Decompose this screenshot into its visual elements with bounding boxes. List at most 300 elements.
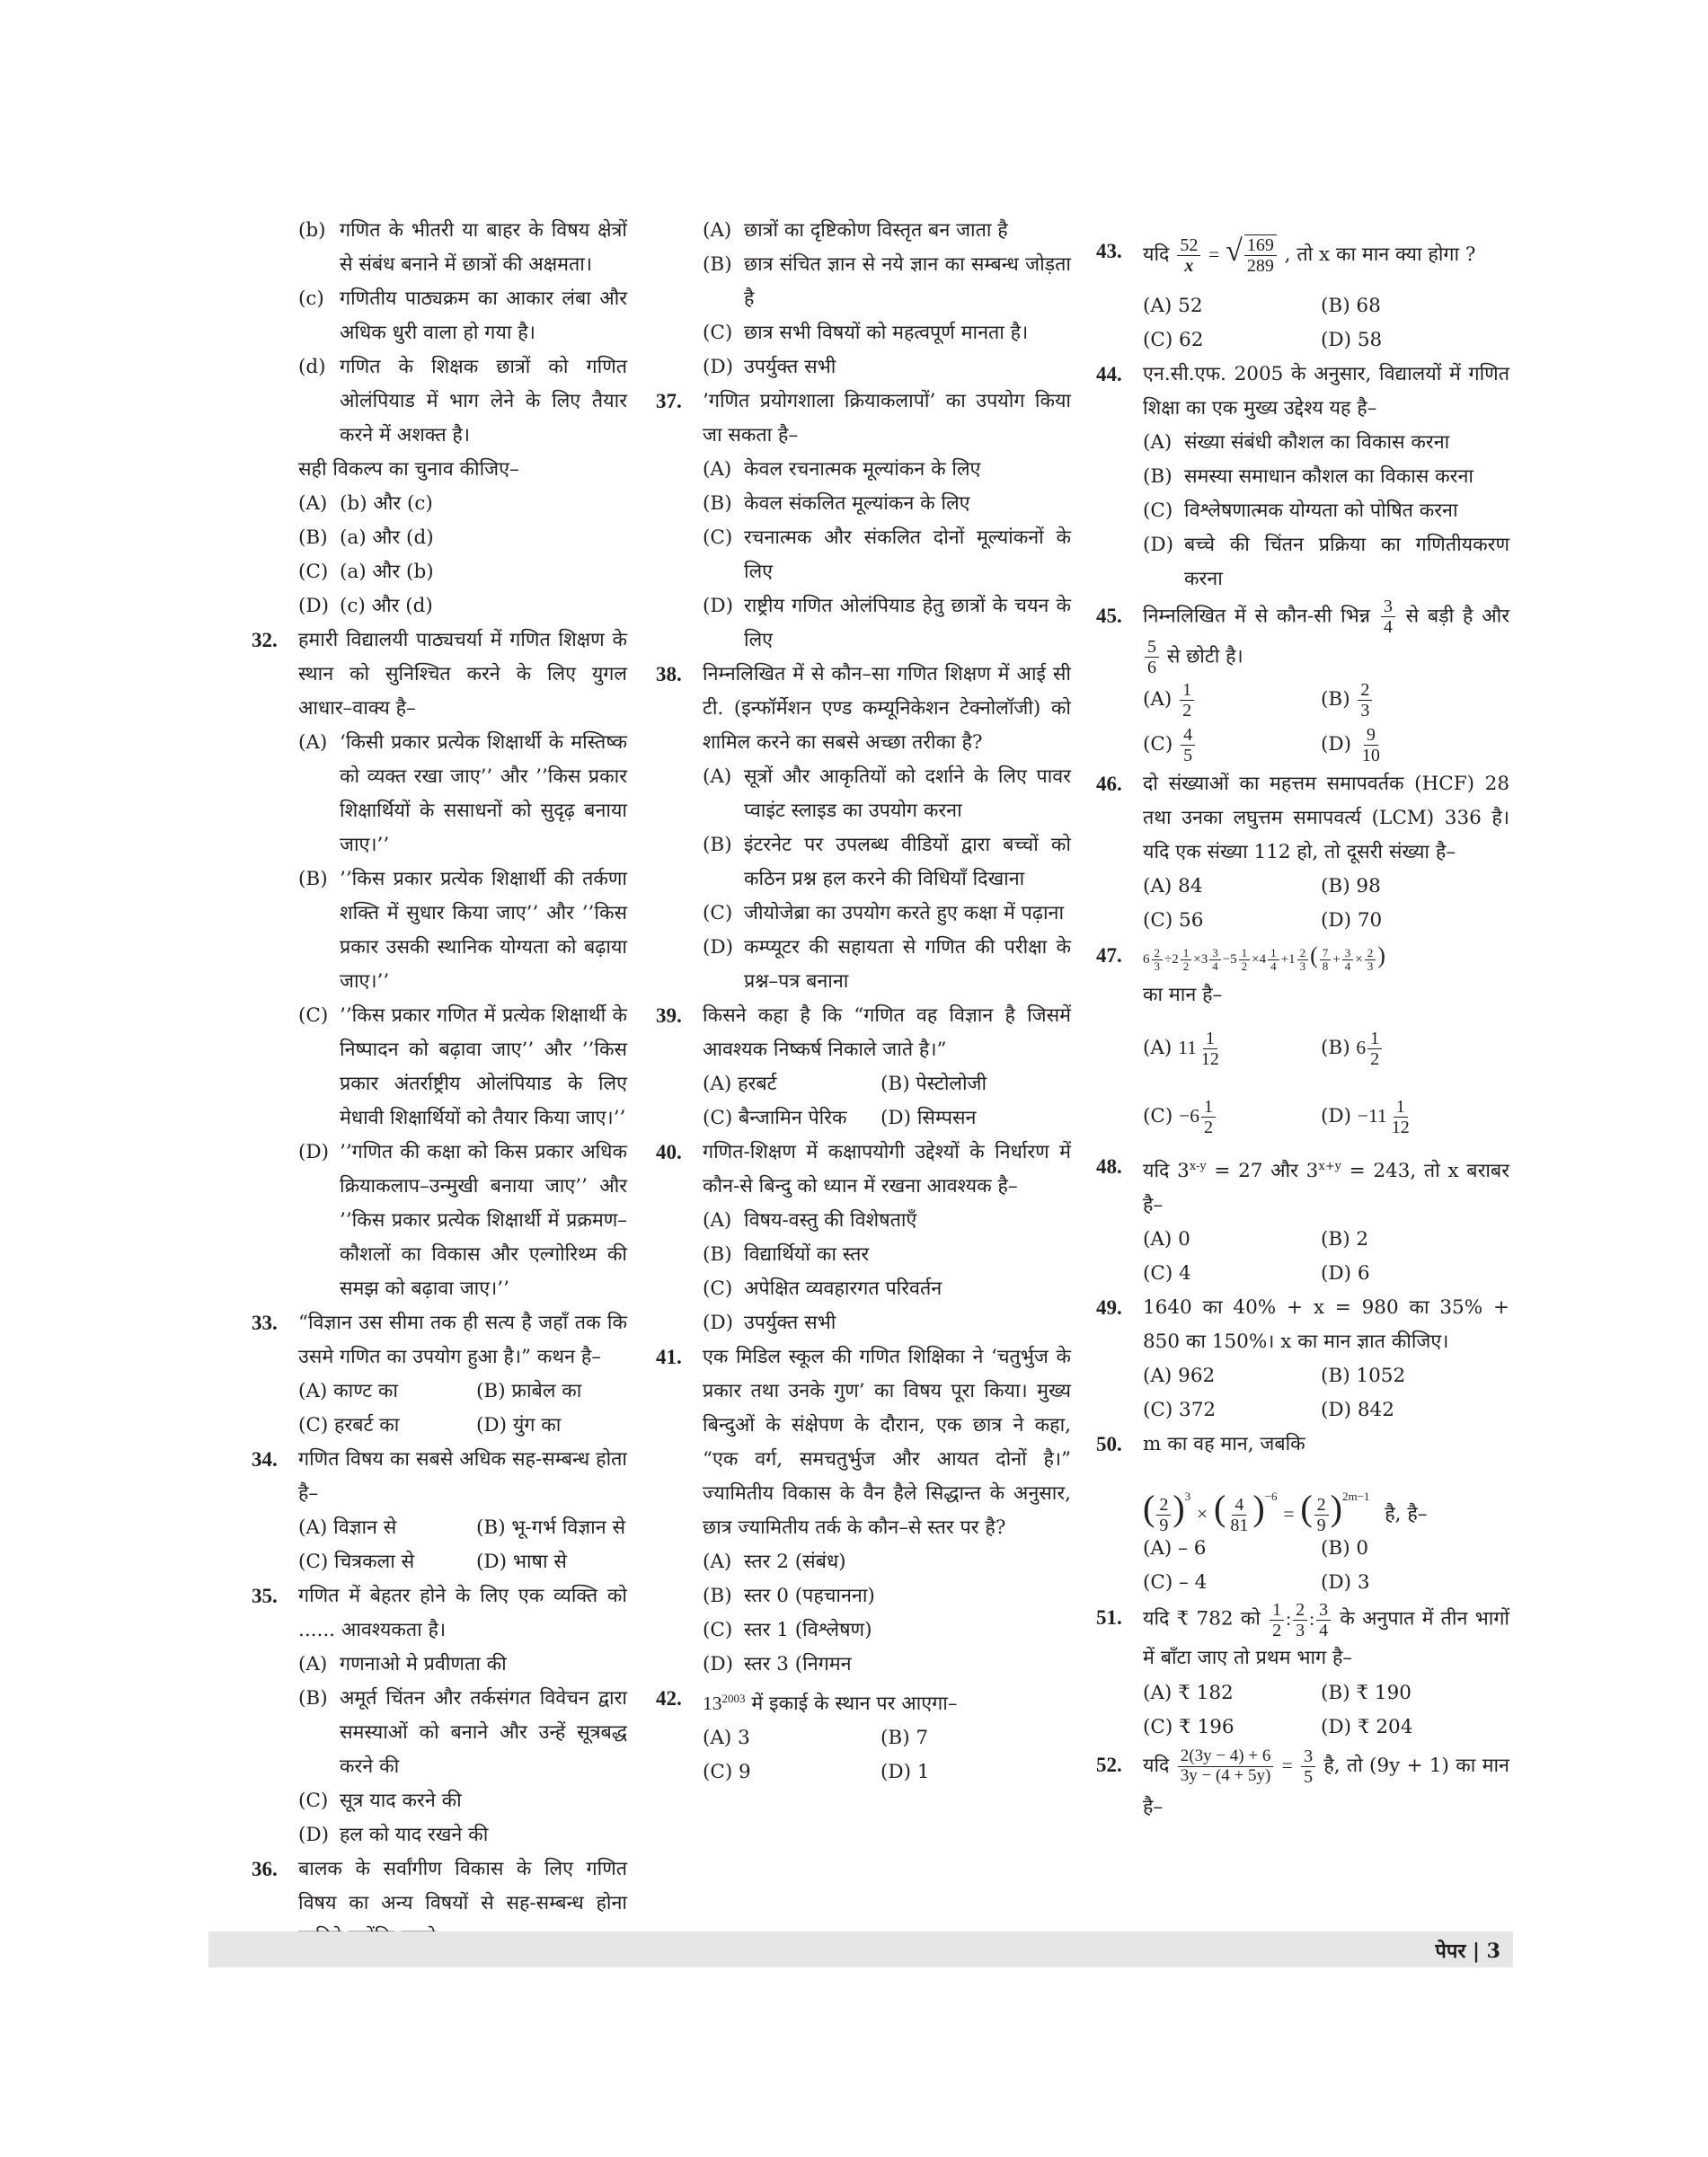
option-item — [252, 1784, 627, 1818]
option-cell: (A) विज्ञान से — [298, 1516, 397, 1539]
option-cell: (C) चित्रकला से — [298, 1551, 415, 1573]
option-item — [656, 350, 1071, 385]
option-cell — [1143, 1013, 1224, 1083]
option-text: स्तर 3 (निगमन — [744, 1653, 852, 1675]
option-cell: (C) – 4 — [1143, 1571, 1208, 1595]
option-item — [252, 589, 627, 623]
operator: + — [1332, 952, 1341, 967]
option-label: (B) — [703, 253, 732, 276]
option-item — [252, 521, 627, 555]
option-text: अमूर्त चिंतन और तर्कसंगत विवेचन द्वारा समस्याओं को बनाने और उन्हें सूत्रबद्ध करने की — [340, 1687, 627, 1778]
numerator: 1 — [1201, 1097, 1216, 1118]
option-label: (D) — [703, 936, 734, 959]
option-text: इंटरनेट पर उपलब्ध वीडियों द्वारा बच्चों को कठिन प्रश्न हल करने की विधियाँ दिखाना — [744, 834, 1071, 890]
numerator: 4 — [1181, 725, 1195, 746]
option-item — [252, 214, 627, 282]
option-label: (D) — [703, 595, 734, 617]
option-cell: (C) बैन्जामिन पेरिक — [703, 1107, 847, 1129]
question-45: 45. निम्नलिखित में से कौन-सी भिन्न $\frac{3}{4}$ से बड़ी है और $\frac{5}{6}$ से छोटी है। — [1096, 597, 1510, 677]
option-label: (A) — [1143, 688, 1173, 711]
numerator: 2 — [1152, 947, 1164, 960]
fraction — [1293, 1600, 1307, 1640]
question-33-options — [252, 1375, 627, 1443]
option-row — [252, 1375, 627, 1409]
option-cell: (A) 52 — [1143, 295, 1203, 317]
option-cell: (A) 0 — [1143, 1228, 1190, 1251]
denominator: 2 — [1241, 959, 1248, 974]
option-label: (A) — [1143, 1037, 1173, 1059]
question-41-options — [656, 1545, 1071, 1682]
option-row — [1096, 289, 1509, 323]
option-item — [252, 1136, 627, 1306]
fraction — [1365, 947, 1376, 974]
option-label: (A) — [703, 219, 732, 242]
question-48: 48. यदि $3^{x-y} = 27$ और $3^{x+y} = 243$, तो x बराबर है– — [1096, 1155, 1510, 1217]
numerator: 2 — [1358, 680, 1372, 701]
option-label: (D) — [298, 1141, 330, 1163]
denominator: 4 — [1344, 959, 1351, 974]
whole-number: −11 — [1357, 1105, 1387, 1127]
question-35-options — [252, 1648, 627, 1852]
option-cell: (B) 68 — [1321, 295, 1381, 317]
option-text: ’’किस प्रकार प्रत्येक शिक्षार्थी की तर्कणा शक्ति में सुधार किया जाए’’ और ’’किस प्रकार उसकी स्थानिक योग्यता को बढ़ाया जाए।’’ — [340, 868, 627, 993]
question-46: 46. दो संख्याओं का महत्तम समापवर्तक (HCF) 28 तथा उनका लघुत्तम समापवर्त्य (LCM) 336 है। यदि एक संख्या 112 हो, तो दूसरी संख्या है– — [1096, 773, 1509, 863]
fraction — [1320, 947, 1332, 974]
option-label: (d) — [298, 356, 326, 378]
fraction — [1152, 947, 1164, 974]
operator: ÷ — [1164, 952, 1173, 967]
fraction — [1209, 947, 1221, 974]
option-cell — [1321, 1013, 1384, 1083]
denominator: 2 — [1182, 959, 1190, 974]
numerator: 1 — [1367, 1029, 1382, 1049]
denominator: 10 — [1361, 745, 1380, 765]
numerator: 1 — [1394, 1097, 1408, 1118]
numerator: 1 — [1270, 1600, 1284, 1621]
whole-number: 4 — [1259, 952, 1267, 967]
option-item — [1096, 426, 1509, 460]
question-47-options — [1096, 1013, 1509, 1150]
option-item — [656, 1613, 1071, 1648]
option-cell: (D) 58 — [1321, 329, 1383, 351]
option-item — [252, 726, 627, 862]
option-cell: (D) भाषा से — [476, 1551, 567, 1573]
operator: × — [1252, 952, 1260, 967]
option-item — [656, 589, 1071, 658]
option-cell: (B) 1052 — [1321, 1365, 1406, 1388]
option-cell: (B) पेस्टोलोजी — [881, 1073, 987, 1095]
option-text: (a) और (d) — [340, 526, 434, 549]
option-item — [252, 282, 627, 350]
option-label: (b) — [298, 219, 326, 242]
question-31-answer-options — [252, 487, 627, 623]
option-cell: (C) 372 — [1143, 1399, 1217, 1422]
question-39-options — [656, 1067, 1071, 1136]
option-text: ’’गणित की कक्षा को किस प्रकार अधिक क्रियाकलाप–उन्मुखी बनाया जाए’’ और ’’किस प्रकार प्रत्येक शिक्षार्थी में प्रक्रमण–कौशलों का विकास और एल्गोरिथ्म की समझ को बढ़ावा जाए।’’ — [340, 1141, 627, 1300]
question-34: 34. गणित विषय का सबसे अधिक सह-सम्बन्ध होता है– — [252, 1448, 627, 1505]
option-item — [252, 350, 627, 453]
option-row — [1096, 1711, 1509, 1745]
option-label: (B) — [1321, 688, 1350, 711]
numerator: 3 — [1342, 947, 1354, 960]
option-text: संख्या संबंधी कौशल का विकास करना — [1184, 431, 1450, 454]
option-label: (A) — [298, 492, 328, 515]
option-text: गणितीय पाठ्यक्रम का आकार लंबा और अधिक धुरी वाला हो गया है। — [340, 287, 627, 344]
operator: × — [1355, 952, 1363, 967]
question-40: 40. गणित-शिक्षण में कक्षापयोगी उद्देश्यों के निर्धारण में कौन-से बिन्दु को ध्यान में रखना आवश्यक है– — [656, 1141, 1071, 1198]
question-36-options — [656, 214, 1071, 385]
option-item — [656, 1579, 1071, 1613]
fraction — [1181, 725, 1195, 765]
option-cell — [1321, 677, 1374, 722]
whole-number: 5 — [1230, 952, 1237, 967]
fraction — [1389, 1097, 1412, 1137]
fraction — [1239, 947, 1251, 974]
option-item — [656, 214, 1071, 248]
question-51-options — [1096, 1676, 1509, 1745]
option-cell: (D) 6 — [1321, 1262, 1370, 1286]
fraction — [1181, 947, 1192, 974]
option-text: ‘किसी प्रकार प्रत्येक शिक्षार्थी के मस्तिष्क को व्यक्त रखा जाए’’ और ’’किस प्रकार शिक्षार्थियों के ससाधनों को सुदृढ़ बनाया जाए।’’ — [340, 731, 627, 856]
question-50: 50. m का वह मान, जबकि — [1096, 1433, 1305, 1456]
option-text: केवल संकलित मूल्यांकन के लिए — [744, 492, 970, 515]
question-42-options — [656, 1721, 1071, 1790]
option-row — [1096, 1082, 1509, 1150]
option-row — [1096, 870, 1509, 904]
denominator: 2 — [1370, 1048, 1380, 1069]
option-cell: (D) ₹ 204 — [1321, 1716, 1413, 1739]
option-cell: (B) 7 — [881, 1727, 929, 1750]
option-label: (D) — [703, 356, 734, 378]
question-42: 42. $13^{2003}$ में इकाई के स्थान पर आएगा– — [656, 1687, 958, 1716]
page-footer — [208, 1932, 1513, 1967]
whole-number: 11 — [1178, 1037, 1197, 1058]
denominator: 4 — [1319, 1621, 1329, 1641]
question-44-options — [1096, 426, 1509, 597]
option-item — [656, 453, 1071, 487]
question-52: 52. यदि $\frac{2(3y - 4) + 6}{3y - (4 + 5y)}$ = $\frac{3}{5}$ है, तो (9y + 1) का मान है– — [1096, 1746, 1509, 1819]
option-label: (C) — [1143, 499, 1173, 522]
question-43-options — [1096, 289, 1509, 358]
question-39: 39. किसने कहा है कि “गणित वह विज्ञान है जिसमें आवश्यक निष्कर्ष निकाले जाते है।” — [656, 1004, 1071, 1061]
option-label: (A) — [298, 731, 328, 754]
option-text: विषय-वस्तु की विशेषताएँ — [744, 1209, 917, 1232]
numerator: 1 — [1203, 1029, 1217, 1049]
option-label: (B) — [298, 868, 328, 890]
option-item — [656, 487, 1071, 521]
option-label: (C) — [298, 1004, 329, 1027]
question-48-options — [1096, 1223, 1509, 1291]
fraction — [1367, 1029, 1382, 1069]
option-label: (B) — [1143, 465, 1173, 488]
option-text: ’’किस प्रकार गणित में प्रत्येक शिक्षार्थी के निष्पादन को बढ़ावा जाए’’ और ’’किस प्रकार अंतर्राष्ट्रीय ओलंपियाड के लिए मेधावी शिक्षार्थियों को तैयार किया जाए।’’ — [340, 1004, 627, 1129]
option-cell: (A) – 6 — [1143, 1537, 1207, 1560]
whole-number: 6 — [1356, 1037, 1367, 1058]
ratio-colon: : — [1309, 1607, 1315, 1630]
option-label: (A) — [703, 765, 732, 788]
operator: − — [1222, 952, 1231, 967]
option-label: (C) — [298, 1790, 329, 1812]
option-label: (A) — [703, 458, 732, 481]
numerator: 2 — [1293, 1600, 1307, 1621]
option-item — [656, 521, 1071, 589]
option-label: (D) — [1321, 1105, 1352, 1127]
option-cell: (A) ₹ 182 — [1143, 1682, 1234, 1705]
option-row — [656, 1067, 1071, 1101]
option-row — [656, 1101, 1071, 1136]
option-item — [252, 1682, 627, 1784]
denominator: 2 — [1272, 1621, 1282, 1641]
option-cell: (D) 1 — [881, 1761, 930, 1784]
option-cell: (D) युंग का — [476, 1414, 562, 1437]
option-item — [656, 760, 1071, 828]
option-item — [656, 828, 1071, 897]
question-41: 41. एक मिडिल स्कूल की गणित शिक्षिका ने ‘चतुर्भुज के प्रकार तथा उनके गुण’ का विषय पूरा किया। मुख्य बिन्दुओं के संक्षेपण के दौरान, एक छात्र ने कहा, “एक वर्ग, समचतुर्भुज और आयत दोनों है।” ज्यामितीय विकास के वैन हैले सिद्धान्त के अनुसार, छात्र ज्यामितीय तर्क के कौन–से स्तर पर है? — [656, 1346, 1071, 1539]
question-35: 35. गणित में बेहतर होने के लिए एक व्यक्ति को ...... आवश्यकता है। — [252, 1585, 627, 1641]
option-item — [656, 1545, 1071, 1579]
fraction — [1359, 725, 1383, 765]
paren-open: ( — [1310, 942, 1318, 968]
question-43: 43. यदि $\frac{52}{x}$ = √ $\frac{169}{289}$ , तो x का मान क्या होगा ? — [1096, 234, 1476, 276]
option-cell: (A) 962 — [1143, 1365, 1216, 1388]
option-cell — [1143, 677, 1196, 722]
question-45-options — [1096, 677, 1509, 767]
option-cell: (D) 70 — [1321, 909, 1383, 932]
denominator: 5 — [1183, 745, 1193, 765]
option-cell — [1143, 722, 1197, 767]
option-row — [1096, 677, 1509, 722]
option-item — [252, 1818, 627, 1852]
numerator: 3 — [1209, 947, 1221, 960]
option-item — [656, 1648, 1071, 1682]
question-32: 32. हमारी विद्यालयी पाठ्यचर्या में गणित शिक्षण के स्थान को सुनिश्चित करने के लिए युगल आधार–वाक्य है– — [252, 629, 627, 720]
question-38-options — [656, 760, 1071, 999]
option-item — [656, 248, 1071, 316]
operator: + — [1280, 952, 1289, 967]
column-3 — [1096, 214, 1509, 1828]
option-row — [656, 1755, 1071, 1790]
option-text: सूत्रों और आकृतियों को दर्शाने के लिए पावर प्वाइंट स्लाइड का उपयोग करना — [744, 765, 1071, 822]
option-text: विश्लेषणात्मक योग्यता को पोषित करना — [1184, 499, 1458, 522]
option-item — [656, 316, 1071, 350]
option-text: उपर्युक्त सभी — [744, 356, 836, 378]
fraction — [1316, 1600, 1331, 1640]
numerator: 1 — [1180, 680, 1194, 701]
numerator: 3 — [1316, 1600, 1331, 1621]
option-label: (B) — [298, 526, 328, 549]
numerator: 7 — [1320, 947, 1332, 960]
option-text: जीयोजेब्रा का उपयोग करते हुए कक्षा में पढ़ाना — [744, 902, 1065, 924]
denominator: 3 — [1367, 959, 1374, 974]
option-label: (C) — [703, 1619, 733, 1641]
option-row — [1096, 1676, 1509, 1711]
option-text: गणित के भीतरी या बाहर के विषय क्षेत्रों से संबंध बनाने में छात्रों की अक्षमता। — [340, 219, 627, 276]
option-label: (B) — [298, 1687, 328, 1710]
option-label: (C) — [1143, 1105, 1173, 1127]
option-item — [252, 862, 627, 999]
option-cell: (B) 2 — [1321, 1228, 1369, 1251]
option-text: कम्प्यूटर की सहायता से गणित की परीक्षा के प्रश्न–पत्र बनाना — [744, 936, 1071, 993]
option-row — [1096, 722, 1509, 767]
option-cell: (D) 3 — [1321, 1571, 1370, 1595]
whole-number: 3 — [1200, 952, 1208, 967]
option-row — [252, 1511, 627, 1545]
option-cell: (A) हरबर्ट — [703, 1073, 777, 1095]
fraction — [1342, 947, 1354, 974]
option-label: (B) — [703, 1243, 732, 1266]
denominator: 2 — [1203, 1117, 1213, 1137]
option-cell — [1321, 1082, 1414, 1151]
option-cell: (C) 9 — [703, 1761, 751, 1784]
numerator: 1 — [1268, 947, 1279, 960]
option-row — [656, 1721, 1071, 1755]
option-label: (B) — [703, 834, 732, 856]
page-number: पेपर | 3 — [1435, 1940, 1500, 1963]
question-46-options — [1096, 870, 1509, 938]
fraction — [1268, 947, 1279, 974]
denominator: 3 — [1360, 700, 1370, 720]
option-cell: (A) काण्ट का — [298, 1380, 398, 1402]
option-label: (D) — [298, 1824, 330, 1846]
option-label: (C) — [703, 526, 733, 549]
option-item — [1096, 494, 1509, 528]
option-cell: (D) 842 — [1321, 1399, 1394, 1422]
option-cell: (A) 84 — [1143, 875, 1203, 897]
option-item — [656, 1204, 1071, 1238]
option-text: छात्रों का दृष्टिकोण विस्तृत बन जाता है — [744, 219, 1008, 242]
option-label: (D) — [1143, 534, 1174, 556]
option-text: (c) और (d) — [340, 595, 433, 617]
option-cell: (C) 56 — [1143, 909, 1204, 932]
column-1 — [252, 214, 627, 1955]
option-item — [656, 897, 1071, 931]
option-cell: (B) फ्राबेल का — [476, 1380, 582, 1402]
option-cell: (C) 62 — [1143, 329, 1204, 351]
question-44: 44. एन.सी.एफ. 2005 के अनुसार, विद्यालयों में गणित शिक्षा का एक मुख्य उद्देश्य यह है– — [1096, 363, 1509, 420]
option-text: सूत्र याद करने की — [340, 1790, 462, 1812]
option-text: (b) और (c) — [340, 492, 433, 515]
question-37-options — [656, 453, 1071, 658]
option-row — [1096, 1532, 1509, 1566]
option-label: (B) — [1321, 1037, 1350, 1059]
option-label: (D) — [703, 1653, 734, 1675]
option-text: स्तर 1 (विश्लेषण) — [744, 1619, 872, 1641]
fraction — [1199, 1029, 1222, 1069]
option-cell: (B) 0 — [1321, 1537, 1369, 1560]
option-text: छात्र संचित ज्ञान से नये ज्ञान का सम्बन्ध जोड़ता है — [744, 253, 1071, 310]
question-49-options — [1096, 1359, 1509, 1428]
option-label: (B) — [703, 1585, 732, 1607]
denominator: 8 — [1322, 959, 1329, 974]
option-text: हल को याद रखने की — [340, 1824, 489, 1846]
option-row — [252, 1409, 627, 1443]
option-text: उपर्युक्त सभी — [744, 1312, 836, 1334]
option-label: (C) — [703, 1277, 733, 1300]
option-label: (B) — [703, 492, 732, 515]
option-row — [252, 1545, 627, 1579]
option-item — [252, 487, 627, 521]
option-row — [1096, 1566, 1509, 1600]
option-text: विद्यार्थियों का स्तर — [744, 1243, 870, 1266]
option-cell: (D) सिम्पसन — [881, 1107, 977, 1129]
option-label: (A) — [1143, 431, 1173, 454]
option-item — [1096, 528, 1509, 597]
denominator: 3 — [1154, 959, 1160, 974]
denominator: 4 — [1270, 959, 1277, 974]
option-text: छात्र सभी विषयों को महत्वपूर्ण मानता है। — [744, 322, 1029, 344]
question-47: 47. 6 $\frac{2}{3}$ ÷2 $\frac{1}{2}$ ×3 $\frac{3}{4}$ −5 $\frac{1}{2}$ ×4 $\frac{1}{4}$ +1 $\frac{2}{3}$ ( $\frac{7}{8}$ + $\frac{3}{4}$ × $\frac{2}{3}$ ) का मान है– — [1096, 942, 1385, 1006]
option-text: समस्या समाधान कौशल का विकास करना — [1184, 465, 1473, 488]
option-label: (C) — [1143, 733, 1173, 756]
question-31-options — [252, 214, 627, 453]
option-cell: (C) ₹ 196 — [1143, 1716, 1235, 1739]
numerator: 1 — [1181, 947, 1192, 960]
option-label: (A) — [703, 1209, 732, 1232]
whole-number: 6 — [1143, 952, 1150, 967]
numerator: 9 — [1364, 725, 1378, 746]
option-item — [656, 1238, 1071, 1272]
fraction — [1180, 680, 1194, 720]
option-text: बच्चे की चिंतन प्रक्रिया का गणितीयकरण करना — [1184, 534, 1509, 590]
operator: × — [1193, 952, 1201, 967]
option-label: (A) — [703, 1551, 732, 1573]
denominator: 12 — [1200, 1048, 1219, 1069]
option-cell: (C) हरबर्ट का — [298, 1414, 400, 1437]
question-31-instruction: सही विकल्प का चुनाव कीजिए– — [298, 458, 519, 481]
question-33: 33. “विज्ञान उस सीमा तक ही सत्य है जहाँ तक कि उसमे गणित का उपयोग हुआ है।” कथन है– — [252, 1312, 627, 1368]
option-label: (D) — [1321, 733, 1352, 756]
question-38: 38. निम्नलिखित में से कौन–सा गणित शिक्षण में आई सी टी. (इन्फॉर्मेशन एण्ड कम्यूनिकेशन टेक्नोलॉजी) को शामिल करने का सबसे अच्छा तरीका है? — [656, 663, 1071, 754]
whole-number: 1 — [1288, 952, 1296, 967]
denominator: 2 — [1182, 700, 1192, 720]
option-cell: (C) 4 — [1143, 1262, 1191, 1286]
option-label: (C) — [298, 561, 329, 583]
option-label: (D) — [298, 595, 330, 617]
option-row — [1096, 1393, 1509, 1428]
option-item — [252, 555, 627, 589]
option-item — [656, 1272, 1071, 1306]
fraction — [1358, 680, 1372, 720]
ratio-colon: : — [1286, 1607, 1292, 1630]
option-row — [1096, 1359, 1509, 1393]
denominator: 3 — [1299, 959, 1306, 974]
option-text: (a) और (b) — [340, 561, 434, 583]
option-row — [1096, 1223, 1509, 1257]
option-item — [656, 1306, 1071, 1340]
option-cell: (B) 98 — [1321, 875, 1381, 897]
option-row — [1096, 904, 1509, 938]
question-34-options — [252, 1511, 627, 1579]
option-label: (A) — [298, 1653, 328, 1675]
denominator: 12 — [1391, 1117, 1410, 1137]
option-row — [1096, 323, 1509, 358]
option-text: केवल रचनात्मक मूल्यांकन के लिए — [744, 458, 981, 481]
paren-close: ) — [1377, 942, 1385, 968]
whole-number: −6 — [1179, 1105, 1199, 1127]
numerator: 2 — [1297, 947, 1309, 960]
denominator: 3 — [1296, 1621, 1305, 1641]
option-text: गणित के शिक्षक छात्रों को गणित ओलंपियाड में भाग लेने के लिए तैयार करने में अशक्त है। — [340, 356, 627, 446]
option-item — [656, 931, 1071, 999]
question-36: 36. बालक के सर्वांगीण विकास के लिए गणित विषय का अन्य विषयों से सह-सम्बन्ध होना — [252, 1858, 627, 1914]
option-cell: (B) भू-गर्भ विज्ञान से — [476, 1516, 626, 1539]
option-text: अपेक्षित व्यवहारगत परिवर्तन — [744, 1277, 942, 1300]
option-cell — [1321, 722, 1385, 767]
option-cell: (B) ₹ 190 — [1321, 1682, 1412, 1705]
option-label: (D) — [703, 1312, 734, 1334]
option-row — [1096, 1257, 1509, 1291]
option-item — [1096, 460, 1509, 494]
